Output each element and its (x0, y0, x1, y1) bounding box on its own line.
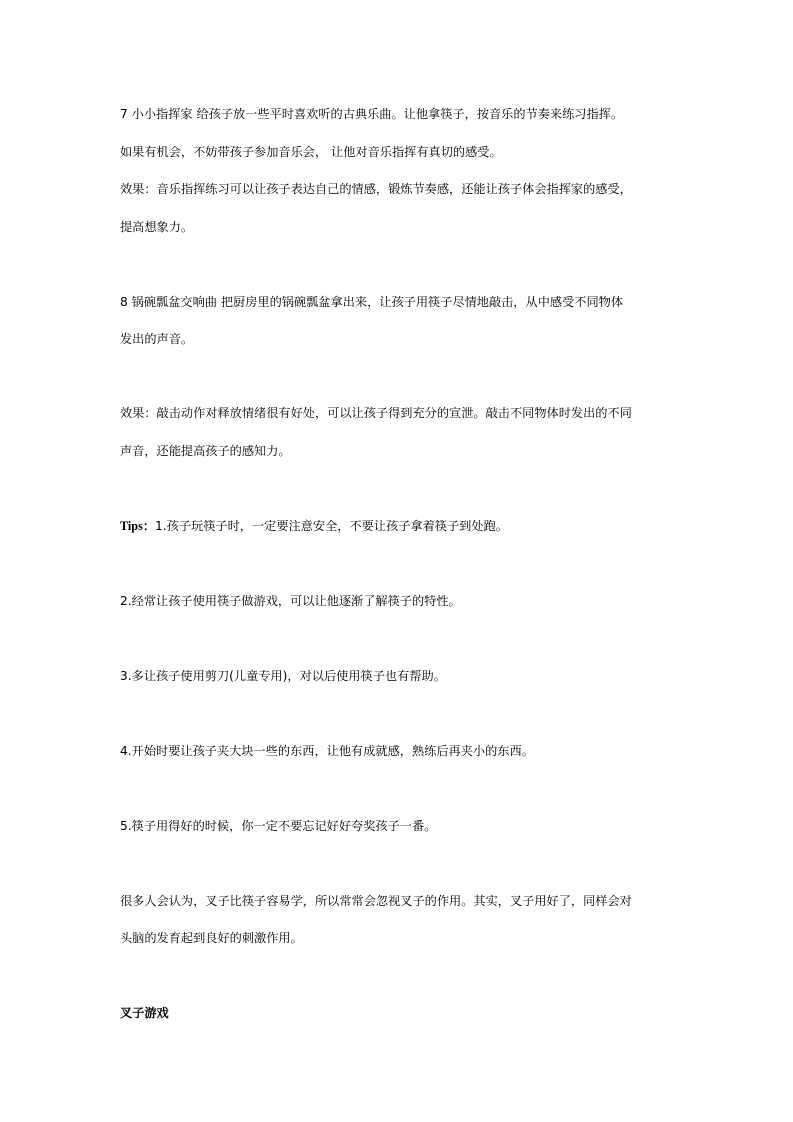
section-7-line-1: 7 小小指挥家 给孩子放一些平时喜欢听的古典乐曲。让他拿筷子，按音乐的节奏来练习指挥。 (120, 107, 624, 121)
section-7-line-2: 如果有机会，不妨带孩子参加音乐会， 让他对音乐指挥有真切的感受。 (120, 145, 502, 159)
tips-item-1: 1.孩子玩筷子时，一定要注意安全，不要让孩子拿着筷子到处跑。 (155, 519, 508, 533)
section-8-line-1: 8 锅碗瓢盆交响曲 把厨房里的锅碗瓢盆拿出来，让孩子用筷子尽情地敲击，从中感受不同物体 (120, 295, 624, 309)
section-8-effect-line-1: 效果：敲击动作对释放情绪很有好处，可以让孩子得到充分的宣泄。敲击不同物体时发出的不同 (120, 406, 632, 420)
tips-item-4: 4.开始时要让孩子夹大块一些的东西，让他有成就感，熟练后再夹小的东西。 (120, 744, 534, 758)
fork-intro-line-2: 头脑的发育起到良好的刺激作用。 (120, 931, 303, 945)
fork-games-heading: 叉子游戏 (120, 1006, 169, 1020)
fork-intro-line-1: 很多人会认为，叉子比筷子容易学，所以常常会忽视叉子的作用。其实，叉子用好了，同样会对 (120, 894, 632, 908)
section-8-effect-line-2: 声音，还能提高孩子的感知力。 (120, 444, 291, 458)
tips-item-5: 5.筷子用得好的时候，你一定不要忘记好好夸奖孩子一番。 (120, 819, 437, 833)
tips-item-3: 3.多让孩子使用剪刀(儿童专用)，对以后使用筷子也有帮助。 (120, 669, 446, 683)
section-8-line-2: 发出的声音。 (120, 332, 194, 346)
section-7-effect-line-2: 提高想象力。 (120, 220, 194, 234)
tips-line (120, 518, 680, 534)
section-7-effect-line-1: 效果：音乐指挥练习可以让孩子表达自己的情感，锻炼节奏感，还能让孩子体会指挥家的感受， (120, 182, 632, 196)
tips-item-2: 2.经常让孩子使用筷子做游戏，可以让他逐渐了解筷子的特性。 (120, 594, 461, 608)
tips-label: Tips： (120, 519, 156, 533)
